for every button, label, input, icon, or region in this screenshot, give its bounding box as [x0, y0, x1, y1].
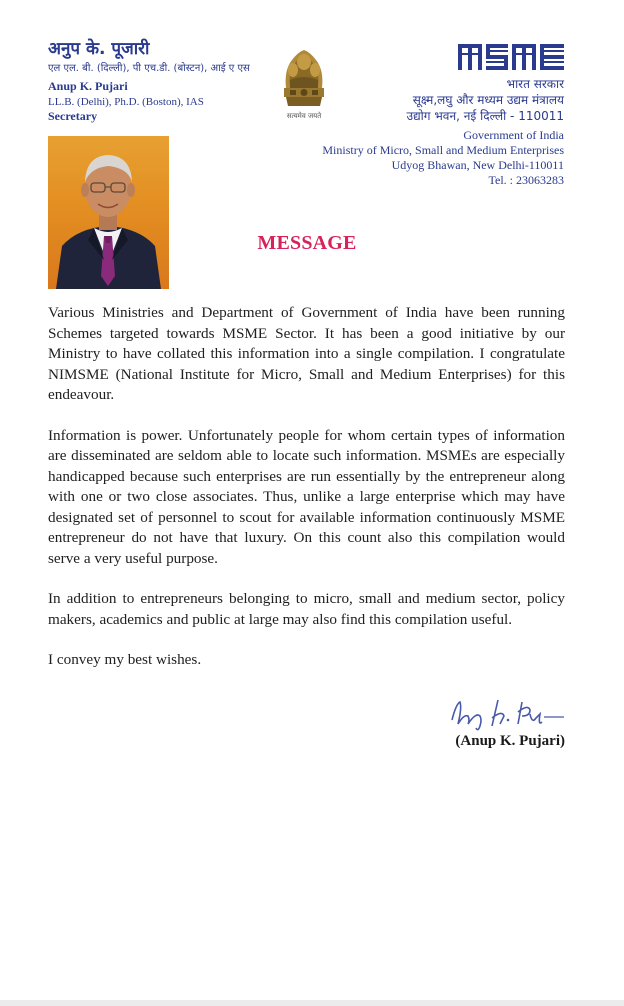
- paragraph: I convey my best wishes.: [48, 651, 202, 668]
- msme-logo: [458, 42, 564, 72]
- sender-block: [48, 38, 278, 124]
- paragraph: Information is power. Unfortunately people for whom certain types of information are disseminated are seldom able to locate such information. MSMEs are especially handicapped because such enterprises are run essentially by the entrepreneur along with one or two close associates. Thus, unlike a large enterprise which may have designated set of personnel to scout for available information continuously MSME entrepreneur do not have that luxury. On this count also this compilation would serve a very useful purpose.: [48, 426, 565, 567]
- msme-logo-text: [564, 42, 565, 43]
- message-title: MESSAGE: [257, 232, 357, 254]
- emblem-caption: सत्यमेव जयते: [286, 112, 322, 120]
- signatory-name: (Anup K. Pujari): [455, 733, 565, 749]
- sender-hindi-name: अनुप के. पूजारी: [48, 39, 150, 59]
- sender-hindi-qualifications: एल एल. बी. (दिल्ली), पी एच.डी. (बोस्टन), आई ए एस: [48, 63, 250, 74]
- handwritten-signature: [446, 690, 566, 734]
- ministry-hindi-address: उद्योग भवन, नई दिल्ली - 110011: [406, 109, 564, 123]
- message-body: [48, 303, 565, 671]
- page-bottom-strip: [0, 1000, 624, 1006]
- ministry-phone: Tel. : 23063283: [488, 173, 564, 187]
- signature-handwritten-text: [566, 690, 567, 691]
- sender-english-qualifications: LL.B. (Delhi), Ph.D. (Boston), IAS: [48, 96, 204, 108]
- ministry-address-block: [264, 76, 564, 188]
- paragraph: Various Ministries and Department of Government of India have been running Schemes targeted towards MSME Sector. It has been a good initiative by our Ministry to have collated this information into a single compilation. I congratulate NIMSME (National Institute for Micro, Small and Medium Enterprises) for this endeavour.: [48, 304, 565, 403]
- ministry-hindi-govt: भारत सरकार: [506, 77, 564, 91]
- portrait-photo: [48, 136, 169, 289]
- ministry-govt: Government of India: [463, 128, 564, 142]
- ministry-address: Udyog Bhawan, New Delhi-110011: [391, 158, 564, 172]
- paragraph: In addition to entrepreneurs belonging to micro, small and medium sector, policy makers, academics and public at large may also find this compilation useful.: [48, 590, 565, 628]
- sender-english-name: Anup K. Pujari: [48, 79, 128, 93]
- sender-designation: Secretary: [48, 109, 98, 123]
- ministry-name: Ministry of Micro, Small and Medium Enterprises: [322, 143, 564, 157]
- ministry-hindi-name: सूक्ष्म,लघु और मध्यम उद्यम मंत्रालय: [412, 93, 564, 107]
